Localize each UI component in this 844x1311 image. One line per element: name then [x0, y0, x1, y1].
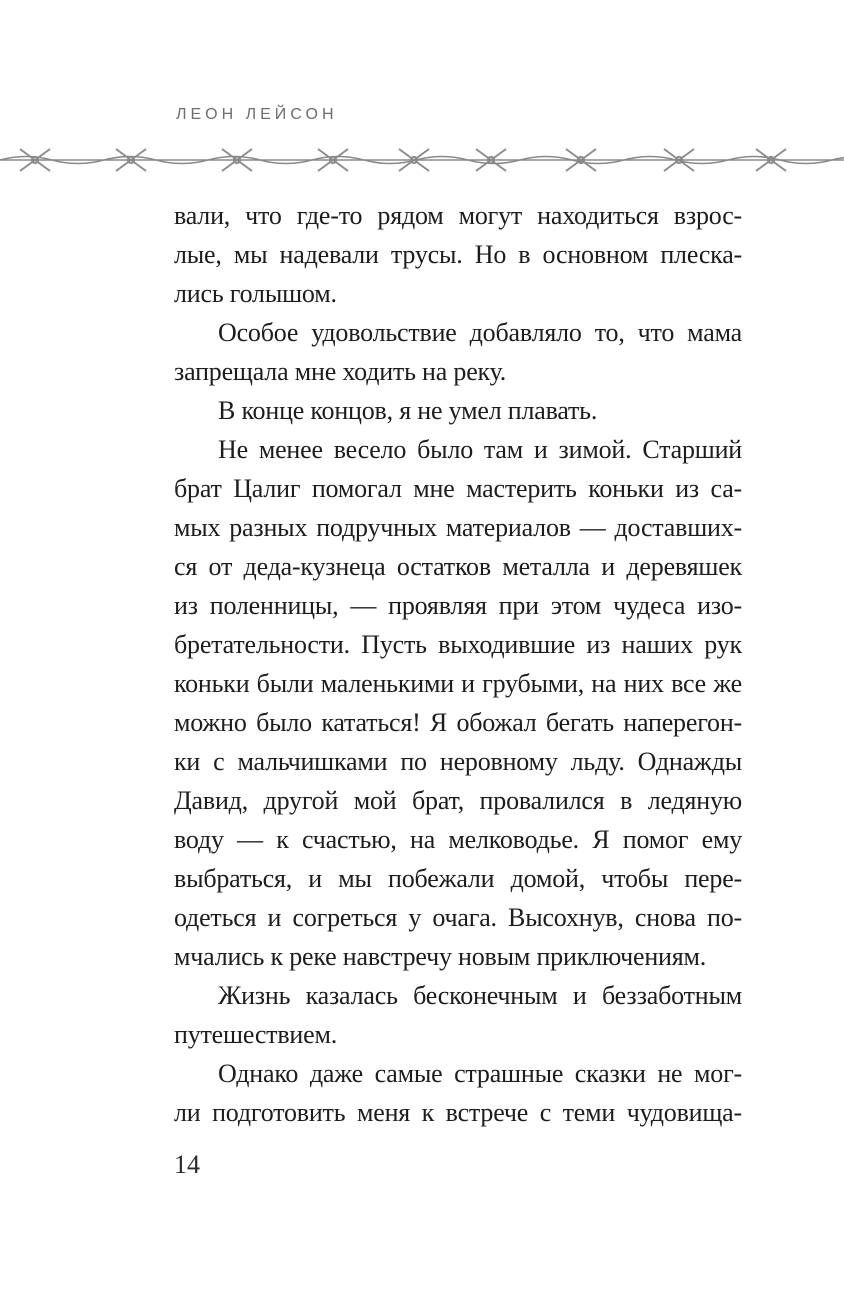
- text-line: мых разных подручных материалов — доставших-: [174, 513, 742, 542]
- body-text: [174, 196, 742, 1132]
- text-line: Давид, другой мой брат, провалился в ледяную: [174, 786, 742, 815]
- text-line: мчались к реке навстречу новым приключениям.: [174, 942, 707, 971]
- text-line: путешествием.: [174, 1020, 338, 1049]
- page-number: 14: [174, 1150, 200, 1179]
- text-line: можно было кататься! Я обожал бегать наперегон-: [174, 708, 742, 737]
- barbed-wire-icon: [0, 138, 844, 182]
- text-line: Однако даже самые страшные сказки не мог-: [218, 1059, 742, 1088]
- running-header: ЛЕОН ЛЕЙСОН: [176, 106, 338, 123]
- text-line: бретательности. Пусть выходившие из наших рук: [174, 630, 742, 659]
- text-line: ся от деда-кузнеца остатков металла и деревяшек: [174, 552, 742, 581]
- text-line: В конце концов, я не умел плавать.: [218, 396, 598, 425]
- text-line: коньки были маленькими и грубыми, на них все же: [174, 669, 742, 698]
- text-line: запрещала мне ходить на реку.: [174, 357, 507, 386]
- text-line: воду — к счастью, на мелководье. Я помог ему: [174, 825, 742, 854]
- text-line: вали, что где-то рядом могут находиться взрос-: [174, 201, 742, 230]
- barbed-wire-divider: [0, 138, 844, 182]
- text-line: Не менее весело было там и зимой. Старший: [218, 435, 742, 464]
- text-line: одеться и согреться у очага. Высохнув, снова по-: [174, 903, 742, 932]
- text-line: Особое удовольствие добавляло то, что мама: [218, 318, 742, 347]
- text-line: брат Цалиг помогал мне мастерить коньки из са-: [174, 474, 742, 503]
- text-line: из поленницы, — проявляя при этом чудеса изо-: [174, 591, 742, 620]
- text-line: ки с мальчишками по неровному льду. Однажды: [174, 747, 742, 776]
- text-line: лись голышом.: [174, 279, 337, 308]
- text-line: выбраться, и мы побежали домой, чтобы пере-: [174, 864, 742, 893]
- text-line: Жизнь казалась бесконечным и беззаботным: [218, 981, 742, 1010]
- text-line: ли подготовить меня к встрече с теми чудовища-: [174, 1098, 742, 1127]
- text-line: лые, мы надевали трусы. Но в основном плеска-: [174, 240, 742, 269]
